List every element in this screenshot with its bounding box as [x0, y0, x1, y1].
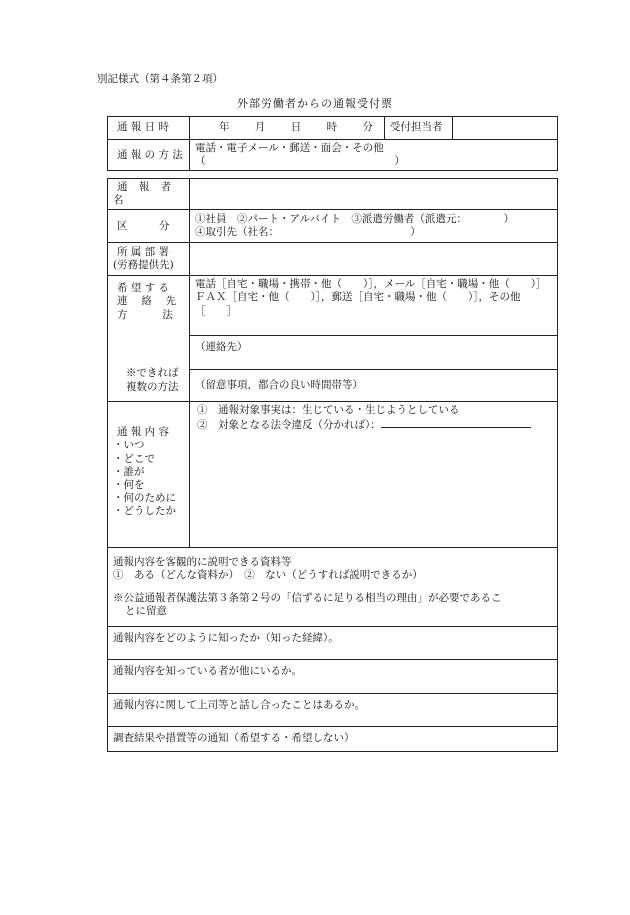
- year-unit: 年: [219, 121, 230, 134]
- content-item: ・何のために: [113, 491, 176, 504]
- department-field[interactable]: [190, 243, 558, 276]
- contact-options-field[interactable]: [190, 276, 558, 336]
- contact-info-field[interactable]: （連絡先）: [190, 336, 558, 370]
- category-field[interactable]: [190, 210, 558, 243]
- content-question-1: ① 通報対象事実は：生じている・生じようとしている: [197, 404, 460, 417]
- method-field[interactable]: 電話・電子メール・郵送・面会・その他（ ）: [190, 140, 558, 171]
- day-unit: 日: [290, 121, 302, 134]
- contact-options-1: 電話［自宅・職場・携帯・他（ ）］，メール［自宅・職場・他（ ）］: [195, 278, 547, 291]
- reporter-name-field[interactable]: [190, 179, 558, 210]
- category-options-2: ④取引先（社名： ）: [195, 226, 421, 239]
- law-violation-blank[interactable]: [381, 417, 531, 428]
- legal-notice-2: とに留意: [125, 605, 167, 618]
- date-label: 通 報 日 時: [108, 117, 190, 140]
- minute-unit: 分: [362, 121, 373, 134]
- form-reference: 別記様式（第４条第２項）: [97, 73, 223, 85]
- receiver-label: 受付担当者: [385, 117, 453, 140]
- report-content-label: 通 報 内 容 ・いつ ・どこで ・誰が ・何を ・何のために ・どうしたか: [108, 402, 190, 548]
- how-known-cell[interactable]: 通報内容をどのように知ったか（知った経緯）。: [108, 627, 558, 660]
- month-unit: 月: [254, 121, 266, 134]
- category-options-1: ①社員 ②パート・アルバイト ③派遣労働者（派遣元： ）: [195, 213, 515, 226]
- category-label: 区 分: [108, 210, 190, 243]
- reception-info-table: [107, 116, 558, 171]
- content-item: ・いつ: [113, 439, 145, 452]
- materials-options: ① ある（どんな資料か） ② ない（どうすれば説明できるか）: [113, 569, 423, 582]
- contact-options-2: ＦＡＸ［自宅・他（ ）］，郵送［自宅・職場・他（ ）］，その他［ ］: [195, 291, 521, 317]
- discussed-with-superior-cell[interactable]: 通報内容に関して上司等と話し合ったことはあるか。: [108, 694, 558, 727]
- content-item: ・誰が: [113, 465, 145, 478]
- form-title: 外部労働者からの通報受付票: [237, 97, 393, 110]
- content-item: ・何を: [113, 478, 145, 491]
- hour-unit: 時: [326, 121, 338, 134]
- report-content-field[interactable]: [190, 402, 558, 548]
- materials-heading: 通報内容を客観的に説明できる資料等: [113, 556, 292, 568]
- date-field[interactable]: [190, 117, 385, 140]
- content-question-2: ② 対象となる法令違反（分かれば）：: [197, 417, 552, 432]
- content-item: ・どうしたか: [113, 505, 176, 517]
- materials-cell[interactable]: [108, 548, 558, 627]
- others-aware-cell[interactable]: 通報内容を知っている者が他にいるか。: [108, 660, 558, 694]
- multiple-methods-note: ※できれば 複数の方法: [126, 367, 179, 394]
- content-item: ・どこで: [113, 452, 155, 465]
- contact-method-label: 希 望 す る 連 絡 先 方 法 ※できれば 複数の方法: [108, 276, 190, 402]
- result-notification-cell[interactable]: 調査結果や措置等の通知（希望する・希望しない）: [108, 727, 558, 752]
- method-label: 通 報 の 方 法: [108, 140, 190, 171]
- reporter-name-label: 通 報 者 名: [108, 179, 190, 210]
- department-label: 所 属 部 署 (労務提供先): [108, 243, 190, 276]
- receiver-field[interactable]: [453, 117, 558, 140]
- legal-notice-1: ※公益通報者保護法第３条第２号の「信ずるに足りる相当の理由」が必要であるこ: [113, 592, 502, 605]
- reporter-info-table: [107, 178, 558, 752]
- remarks-field[interactable]: （留意事項，都合の良い時間帯等）: [190, 370, 558, 402]
